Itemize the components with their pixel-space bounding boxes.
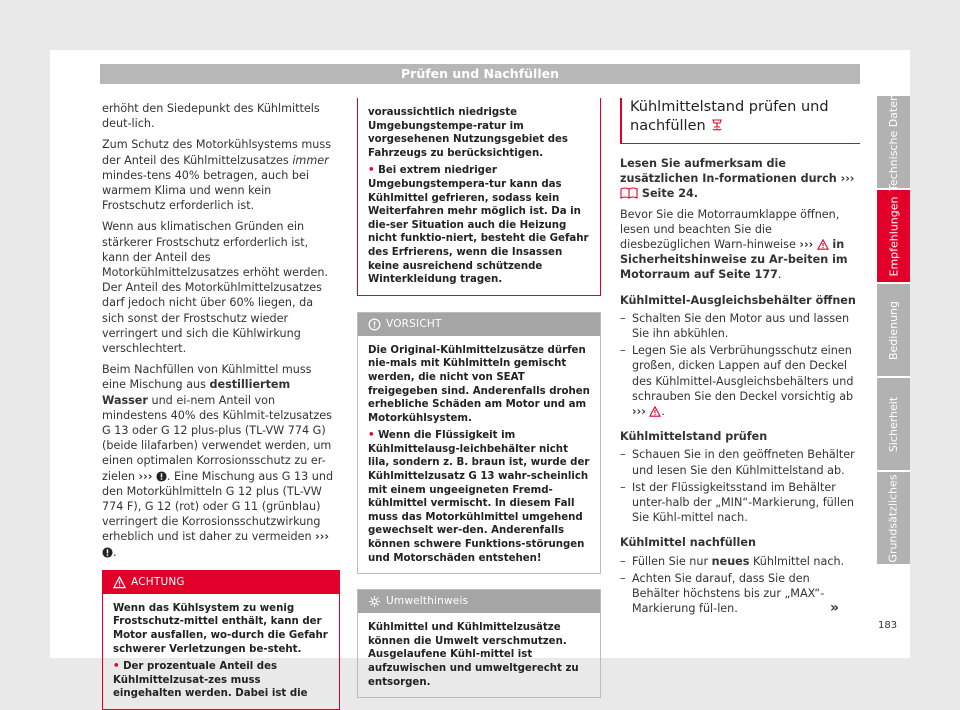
warning-triangle-icon [649,406,661,417]
chapter-tabs [877,93,910,566]
list-item: – Legen Sie als Verbrühungsschutz einen großen, dicken Lappen auf den Deckel des Kühlmittel-Ausgleichsbehälters und schrauben Sie den Deckel vorsichtig ab ››› . [620,343,860,419]
page-header: Prüfen und Nachfüllen [100,64,860,84]
tab-sicherheit[interactable]: Sicherheit [877,378,910,470]
achtung-body: Wenn das Kühlsystem zu wenig Frostschutz-mittel enthält, kann der Motor ausfallen, wo-durch die Gefahr schwerer Verletzungen be-steht. • Der prozentuale Anteil des Kühlmittelzusat-zes muss eingehalten werden. Dabei ist die [113,602,328,700]
notice-icon [102,547,113,558]
column-left [102,101,338,710]
umwelt-body: Kühlmittel und Kühlmittelzusätze können die Umwelt verschmutzen. Ausgelaufene Kühl-mittel ist aufzuwischen und umweltgerecht zu entsorgen. [368,622,579,688]
list-item: – Ist der Flüssigkeitsstand im Behälter unter-halb der „MIN“-Markierung, füllen Sie Kühl-mittel nach. [620,480,860,526]
coolant-symbol-icon [710,118,724,132]
column-right [620,98,860,618]
umwelt-header: Umwelthinweis [358,590,600,613]
achtung-box [102,570,340,710]
section-title: Kühlmittelstand prüfen und nachfüllen [630,99,829,134]
page-number: 183 [878,620,898,631]
book-icon [620,187,638,199]
list-item: – Schalten Sie den Motor aus und lassen Sie ihn abkühlen. [620,311,860,341]
vorsicht-box [357,312,601,575]
paragraph: Beim Nachfüllen von Kühlmittel muss eine Mischung aus destilliertem Wasser und ei-nem Anteil von mindestens 40% des Kühlmit-telzusatzes G 13 oder G 12 plus-plus (TL-VW 774 G) (beide lilafarben) verwendet werden, um einen optimalen Korrosionsschutz zu er-zielen ››› . Eine Mischung aus G 13 und den Motorkühlmitteln G 12 plus (TL-VW 774 F), G 12 (rot) oder G 11 (grünblau) verringert die Korrosionsschutzwirkung erheblich und ist daher zu vermeiden ››› . [102,363,334,559]
crossref-link[interactable]: ››› [138,469,153,483]
tab-technische-daten[interactable]: Technische Daten [877,96,910,188]
crossref-link[interactable]: ››› [315,530,329,544]
crossref-link[interactable]: ››› [840,172,855,186]
warning-triangle-icon [113,576,126,589]
paragraph: Bevor Sie die Motorraumklappe öffnen, lesen und beachten Sie die diesbezüglichen Warn-hinweise ››› in Sicherheitshinweise zu Ar-beiten im Motorraum auf Seite 177. [620,207,848,282]
achtung-continued-body: voraussichtlich niedrigste Umgebungstempe-ratur im vorgesehenen Nutzungsgebiet des Fahrzeugs zu berücksichtigen. • Bei extrem niedriger Umgebungstempera-tur kann das Kühlmittel gefrieren, sodass kein Weiterfahren mehr möglich ist. Da in die-ser Situation auch die Heizung nicht funktio-niert, besteht die Gefahr des Erfrierens, wenn die Insassen keine ausreichend schützende Winterkleidung tragen. [368,107,589,286]
continue-marker: » [830,600,840,616]
warning-triangle-icon [817,239,829,250]
vorsicht-header: VORSICHT [358,313,600,336]
achtung-header: ACHTUNG [103,571,339,594]
paragraph: Wenn aus klimatischen Gründen ein stärkerer Frostschutz erforderlich ist, kann der Anteil des Motorkühlmittelzusatzes erhöht werden. Der Anteil des Motorkühlmittelzusatzes darf jedoch nicht über 60% liegen, da sich sonst der Frostschutz wieder verringert und sich die Kühlwirkung verschlechtert. [102,220,329,356]
section-title-block [620,98,860,144]
tab-empfehlungen[interactable]: Empfehlungen [877,190,910,282]
environment-leaf-icon [368,595,381,608]
subheading: Kühlmittelstand prüfen [620,430,768,444]
list-item: – Achten Sie darauf, dass Sie den Behälter höchstens bis zur „MAX“-Markierung fül-len. [620,571,860,617]
paragraph: erhöht den Siedepunkt des Kühlmittels deut-lich. [102,102,320,131]
notice-icon [156,471,167,482]
list-item: – Schauen Sie in den geöffneten Behälter und lesen Sie den Kühlmittelstand ab. [620,447,860,477]
intro-paragraph: Lesen Sie aufmerksam die zusätzlichen In-formationen durch ››› Seite 24. [620,157,855,201]
column-middle [357,98,601,698]
crossref-link[interactable]: ››› [632,405,646,419]
caution-circle-icon [368,318,381,331]
list-item: – Füllen Sie nur neues Kühlmittel nach. [620,554,860,569]
umwelt-box [357,589,601,698]
tab-grundsaetzliches[interactable]: Grundsätzliches [877,472,910,564]
crossref-link[interactable]: ››› [799,238,814,252]
subheading: Kühlmittel-Ausgleichsbehälter öffnen [620,293,856,307]
tab-bedienung[interactable]: Bedienung [877,284,910,376]
vorsicht-body: Die Original-Kühlmittelzusätze dürfen nie-mals mit Kühlmitteln gemischt werden, die nicht von SEAT freigegeben sind. Anderenfalls drohen erhebliche Schäden am Motor und am Motorkühlsystem. • Wenn die Flüssigkeit im Kühlmittelausg-leichbehälter nicht lila, sondern z. B. braun ist, wurde der Kühlmittelzusatz G 13 wahr-scheinlich mit einem ungeeigneten Fremd-kühlmittel vermischt. In diesem Fall muss das Motorkühlmittel umgehend gewechselt wer-den. Anderenfalls können schwere Funktions-störungen und Motorschäden entstehen! [368,344,590,564]
achtung-continued-box [357,98,601,296]
page-reference-link[interactable]: Seite 24 [641,187,694,201]
subheading: Kühlmittel nachfüllen [620,536,756,550]
paragraph: Zum Schutz des Motorkühlsystems muss der Anteil des Kühlmittelzusatzes immer mindes-tens 40% betragen, auch bei warmem Klima und wenn kein Frostschutz erforderlich ist. [102,138,332,213]
